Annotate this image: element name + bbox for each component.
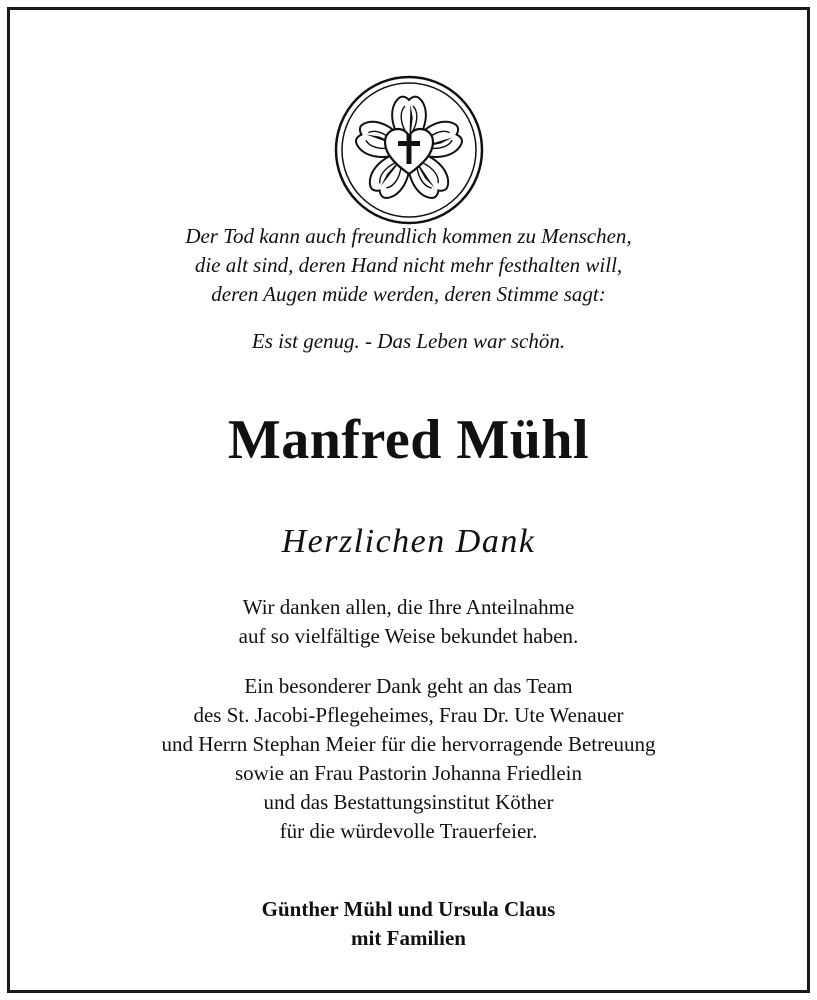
poem-line: deren Augen müde werden, deren Stimme sagt:: [211, 282, 606, 306]
text-line: und Herrn Stephan Meier für die hervorragende Betreuung: [161, 732, 656, 756]
poem-line: Der Tod kann auch freundlich kommen zu Menschen,: [185, 224, 632, 248]
thanks-paragraph-special: [0, 672, 817, 846]
text-line: des St. Jacobi-Pflegeheimes, Frau Dr. Ute Wenauer: [193, 703, 624, 727]
text-line: Ein besonderer Dank geht an das Team: [244, 674, 573, 698]
text-line: Wir danken allen, die Ihre Anteilnahme: [242, 595, 575, 619]
poem-line: die alt sind, deren Hand nicht mehr festhalten will,: [194, 253, 623, 277]
signature-families: mit Familien: [351, 926, 466, 950]
poem-closing-line: Es ist genug. - Das Leben war schön.: [251, 329, 566, 353]
thanks-paragraph-general: [0, 593, 817, 651]
thanks-heading: Herzlichen Dank: [281, 523, 536, 560]
text-line: auf so vielfältige Weise bekundet haben.: [238, 624, 579, 648]
text-line: für die würdevolle Trauerfeier.: [279, 819, 538, 843]
signature-names: Günther Mühl und Ursula Claus: [261, 897, 556, 921]
luther-rose-seal-icon: [333, 74, 485, 226]
deceased-name: Manfred Mühl: [227, 409, 590, 471]
text-line: sowie an Frau Pastorin Johanna Friedlein: [234, 761, 583, 785]
signature-block: [0, 895, 817, 953]
poem-verse: [0, 222, 817, 309]
text-line: und das Bestattungsinstitut Köther: [263, 790, 554, 814]
